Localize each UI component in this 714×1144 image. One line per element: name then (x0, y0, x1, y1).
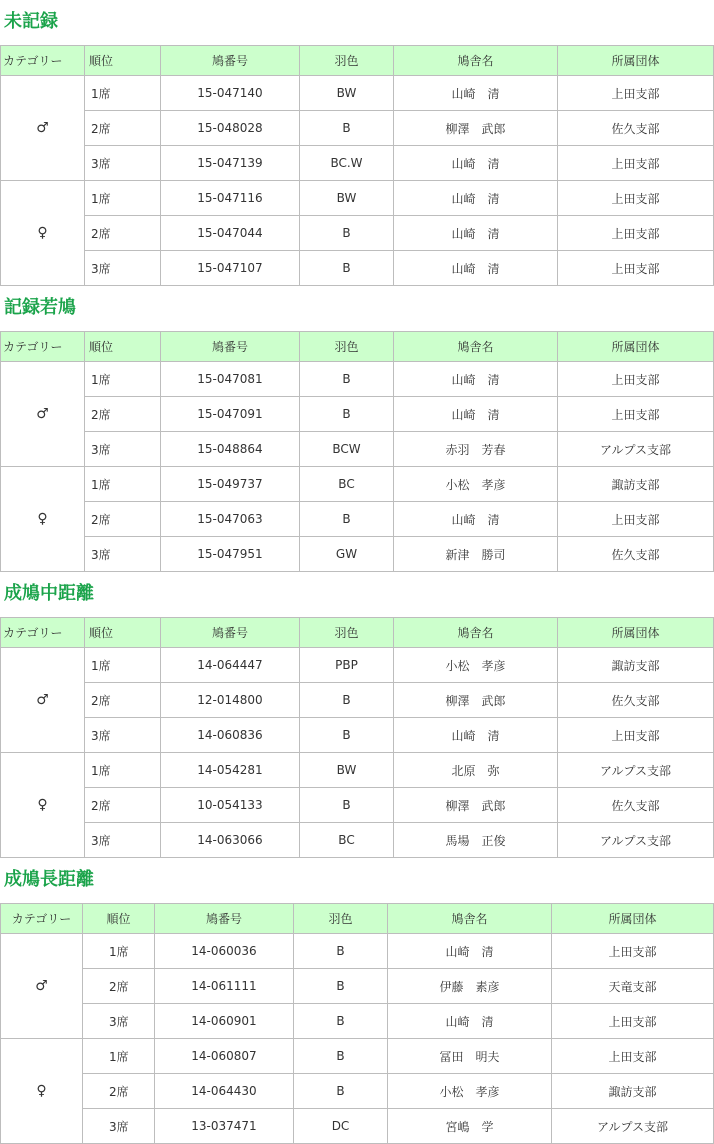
loft-name-cell: 小松 孝彦 (388, 1074, 552, 1109)
table-row (1, 753, 714, 788)
color-cell: PBP (300, 648, 394, 683)
column-header: 順位 (85, 46, 161, 76)
results-table (0, 45, 714, 286)
color-cell: B (300, 718, 394, 753)
section-title: 成鳩長距離 (4, 869, 94, 890)
ring-number-cell: 14-061111 (155, 969, 294, 1004)
category-cell: ♀ (1, 181, 85, 286)
header-row (1, 332, 714, 362)
loft-name-cell: 柳澤 武郎 (394, 683, 558, 718)
color-cell: BW (300, 753, 394, 788)
section-title: 記録若鳩 (4, 297, 76, 318)
category-cell: ♀ (1, 467, 85, 572)
table-row (1, 718, 714, 753)
table-row (1, 537, 714, 572)
table-row (1, 362, 714, 397)
club-cell: 上田支部 (552, 1004, 714, 1039)
ring-number-cell: 15-047044 (161, 216, 300, 251)
column-header: 所属団体 (558, 618, 714, 648)
club-cell: アルプス支部 (558, 823, 714, 858)
category-cell: ♂ (1, 362, 85, 467)
results-table (0, 903, 714, 1144)
column-header: カテゴリー (1, 904, 83, 934)
club-cell: 佐久支部 (558, 683, 714, 718)
column-header: 羽色 (294, 904, 388, 934)
ring-number-cell: 15-047139 (161, 146, 300, 181)
table-row (1, 1004, 714, 1039)
color-cell: B (294, 969, 388, 1004)
header-row (1, 904, 714, 934)
header-row (1, 46, 714, 76)
loft-name-cell: 新津 勝司 (394, 537, 558, 572)
color-cell: B (300, 397, 394, 432)
column-header: カテゴリー (1, 332, 85, 362)
column-header: 鳩番号 (161, 46, 300, 76)
color-cell: B (300, 216, 394, 251)
color-cell: B (300, 111, 394, 146)
club-cell: 上田支部 (558, 397, 714, 432)
rank-cell: 1席 (85, 181, 161, 216)
table-row (1, 1074, 714, 1109)
color-cell: B (300, 788, 394, 823)
table-row (1, 111, 714, 146)
table-row (1, 823, 714, 858)
color-cell: BC (300, 467, 394, 502)
color-cell: B (300, 251, 394, 286)
column-header: 所属団体 (558, 332, 714, 362)
club-cell: 諏訪支部 (558, 648, 714, 683)
ring-number-cell: 14-060807 (155, 1039, 294, 1074)
table-row (1, 397, 714, 432)
ring-number-cell: 15-047116 (161, 181, 300, 216)
column-header: 鳩舎名 (388, 904, 552, 934)
rank-cell: 3席 (85, 146, 161, 181)
table-row (1, 934, 714, 969)
loft-name-cell: 小松 孝彦 (394, 648, 558, 683)
column-header: 鳩番号 (161, 618, 300, 648)
loft-name-cell: 山崎 清 (394, 181, 558, 216)
rank-cell: 3席 (85, 251, 161, 286)
rank-cell: 3席 (85, 537, 161, 572)
loft-name-cell: 山崎 清 (394, 502, 558, 537)
table-row (1, 1039, 714, 1074)
table-row (1, 76, 714, 111)
section-title: 未記録 (4, 11, 58, 32)
club-cell: 上田支部 (552, 934, 714, 969)
category-cell: ♂ (1, 76, 85, 181)
table-row (1, 251, 714, 286)
ring-number-cell: 15-047091 (161, 397, 300, 432)
loft-name-cell: 宮嶋 学 (388, 1109, 552, 1144)
ring-number-cell: 15-048864 (161, 432, 300, 467)
loft-name-cell: 小松 孝彦 (394, 467, 558, 502)
rank-cell: 1席 (85, 648, 161, 683)
loft-name-cell: 柳澤 武郎 (394, 788, 558, 823)
ring-number-cell: 15-047063 (161, 502, 300, 537)
category-cell: ♂ (1, 648, 85, 753)
rank-cell: 1席 (83, 1039, 155, 1074)
ring-number-cell: 15-049737 (161, 467, 300, 502)
loft-name-cell: 山崎 清 (394, 362, 558, 397)
club-cell: 上田支部 (558, 502, 714, 537)
column-header: 鳩舎名 (394, 332, 558, 362)
rank-cell: 2席 (85, 683, 161, 718)
color-cell: B (294, 1004, 388, 1039)
ring-number-cell: 15-047140 (161, 76, 300, 111)
club-cell: アルプス支部 (558, 432, 714, 467)
category-cell: ♀ (1, 1039, 83, 1144)
loft-name-cell: 山崎 清 (388, 934, 552, 969)
rank-cell: 3席 (85, 718, 161, 753)
rank-cell: 2席 (85, 788, 161, 823)
club-cell: 上田支部 (558, 251, 714, 286)
club-cell: 上田支部 (558, 181, 714, 216)
ring-number-cell: 14-064447 (161, 648, 300, 683)
results-table (0, 331, 714, 572)
column-header: 順位 (83, 904, 155, 934)
rank-cell: 2席 (85, 397, 161, 432)
club-cell: アルプス支部 (552, 1109, 714, 1144)
color-cell: B (294, 1039, 388, 1074)
loft-name-cell: 柳澤 武郎 (394, 111, 558, 146)
table-row (1, 432, 714, 467)
ring-number-cell: 15-047951 (161, 537, 300, 572)
column-header: 鳩舎名 (394, 618, 558, 648)
header-row (1, 618, 714, 648)
loft-name-cell: 赤羽 芳春 (394, 432, 558, 467)
ring-number-cell: 14-060901 (155, 1004, 294, 1039)
column-header: 羽色 (300, 618, 394, 648)
club-cell: 上田支部 (558, 76, 714, 111)
column-header: 羽色 (300, 332, 394, 362)
column-header: 鳩番号 (161, 332, 300, 362)
loft-name-cell: 山崎 清 (394, 146, 558, 181)
ring-number-cell: 15-047081 (161, 362, 300, 397)
table-row (1, 683, 714, 718)
club-cell: 佐久支部 (558, 788, 714, 823)
rank-cell: 1席 (85, 362, 161, 397)
rank-cell: 1席 (85, 76, 161, 111)
rank-cell: 2席 (83, 969, 155, 1004)
rank-cell: 2席 (85, 502, 161, 537)
ring-number-cell: 15-047107 (161, 251, 300, 286)
club-cell: 諏訪支部 (552, 1074, 714, 1109)
rank-cell: 3席 (83, 1004, 155, 1039)
column-header: 順位 (85, 332, 161, 362)
ring-number-cell: 12-014800 (161, 683, 300, 718)
color-cell: BW (300, 181, 394, 216)
color-cell: B (300, 502, 394, 537)
club-cell: 佐久支部 (558, 111, 714, 146)
loft-name-cell: 山崎 清 (394, 251, 558, 286)
color-cell: BCW (300, 432, 394, 467)
rank-cell: 2席 (83, 1074, 155, 1109)
ring-number-cell: 13-037471 (155, 1109, 294, 1144)
club-cell: 上田支部 (558, 216, 714, 251)
club-cell: 佐久支部 (558, 537, 714, 572)
table-row (1, 467, 714, 502)
color-cell: B (300, 362, 394, 397)
color-cell: B (294, 934, 388, 969)
color-cell: GW (300, 537, 394, 572)
club-cell: 天竜支部 (552, 969, 714, 1004)
category-cell: ♀ (1, 753, 85, 858)
rank-cell: 1席 (85, 753, 161, 788)
rank-cell: 2席 (85, 216, 161, 251)
ring-number-cell: 14-063066 (161, 823, 300, 858)
column-header: 羽色 (300, 46, 394, 76)
club-cell: 上田支部 (558, 362, 714, 397)
ring-number-cell: 14-054281 (161, 753, 300, 788)
club-cell: アルプス支部 (558, 753, 714, 788)
club-cell: 上田支部 (558, 718, 714, 753)
table-row (1, 648, 714, 683)
column-header: 鳩番号 (155, 904, 294, 934)
column-header: カテゴリー (1, 46, 85, 76)
loft-name-cell: 山崎 清 (394, 397, 558, 432)
color-cell: B (294, 1074, 388, 1109)
category-cell: ♂ (1, 934, 83, 1039)
table-row (1, 788, 714, 823)
table-row (1, 216, 714, 251)
ring-number-cell: 15-048028 (161, 111, 300, 146)
table-row (1, 181, 714, 216)
color-cell: DC (294, 1109, 388, 1144)
rank-cell: 3席 (85, 823, 161, 858)
loft-name-cell: 山崎 清 (394, 216, 558, 251)
rank-cell: 1席 (83, 934, 155, 969)
column-header: カテゴリー (1, 618, 85, 648)
loft-name-cell: 山崎 清 (388, 1004, 552, 1039)
column-header: 鳩舎名 (394, 46, 558, 76)
table-row (1, 1109, 714, 1144)
table-row (1, 969, 714, 1004)
color-cell: B (300, 683, 394, 718)
ring-number-cell: 10-054133 (161, 788, 300, 823)
club-cell: 上田支部 (552, 1039, 714, 1074)
loft-name-cell: 冨田 明夫 (388, 1039, 552, 1074)
color-cell: BW (300, 76, 394, 111)
column-header: 所属団体 (558, 46, 714, 76)
table-row (1, 146, 714, 181)
rank-cell: 3席 (85, 432, 161, 467)
loft-name-cell: 北原 弥 (394, 753, 558, 788)
ring-number-cell: 14-064430 (155, 1074, 294, 1109)
loft-name-cell: 山崎 清 (394, 718, 558, 753)
column-header: 順位 (85, 618, 161, 648)
rank-cell: 1席 (85, 467, 161, 502)
color-cell: BC (300, 823, 394, 858)
rank-cell: 3席 (83, 1109, 155, 1144)
club-cell: 上田支部 (558, 146, 714, 181)
results-table (0, 617, 714, 858)
loft-name-cell: 馬場 正俊 (394, 823, 558, 858)
rank-cell: 2席 (85, 111, 161, 146)
table-row (1, 502, 714, 537)
club-cell: 諏訪支部 (558, 467, 714, 502)
column-header: 所属団体 (552, 904, 714, 934)
loft-name-cell: 伊藤 素彦 (388, 969, 552, 1004)
color-cell: BC.W (300, 146, 394, 181)
loft-name-cell: 山崎 清 (394, 76, 558, 111)
ring-number-cell: 14-060036 (155, 934, 294, 969)
ring-number-cell: 14-060836 (161, 718, 300, 753)
section-title: 成鳩中距離 (4, 583, 94, 604)
